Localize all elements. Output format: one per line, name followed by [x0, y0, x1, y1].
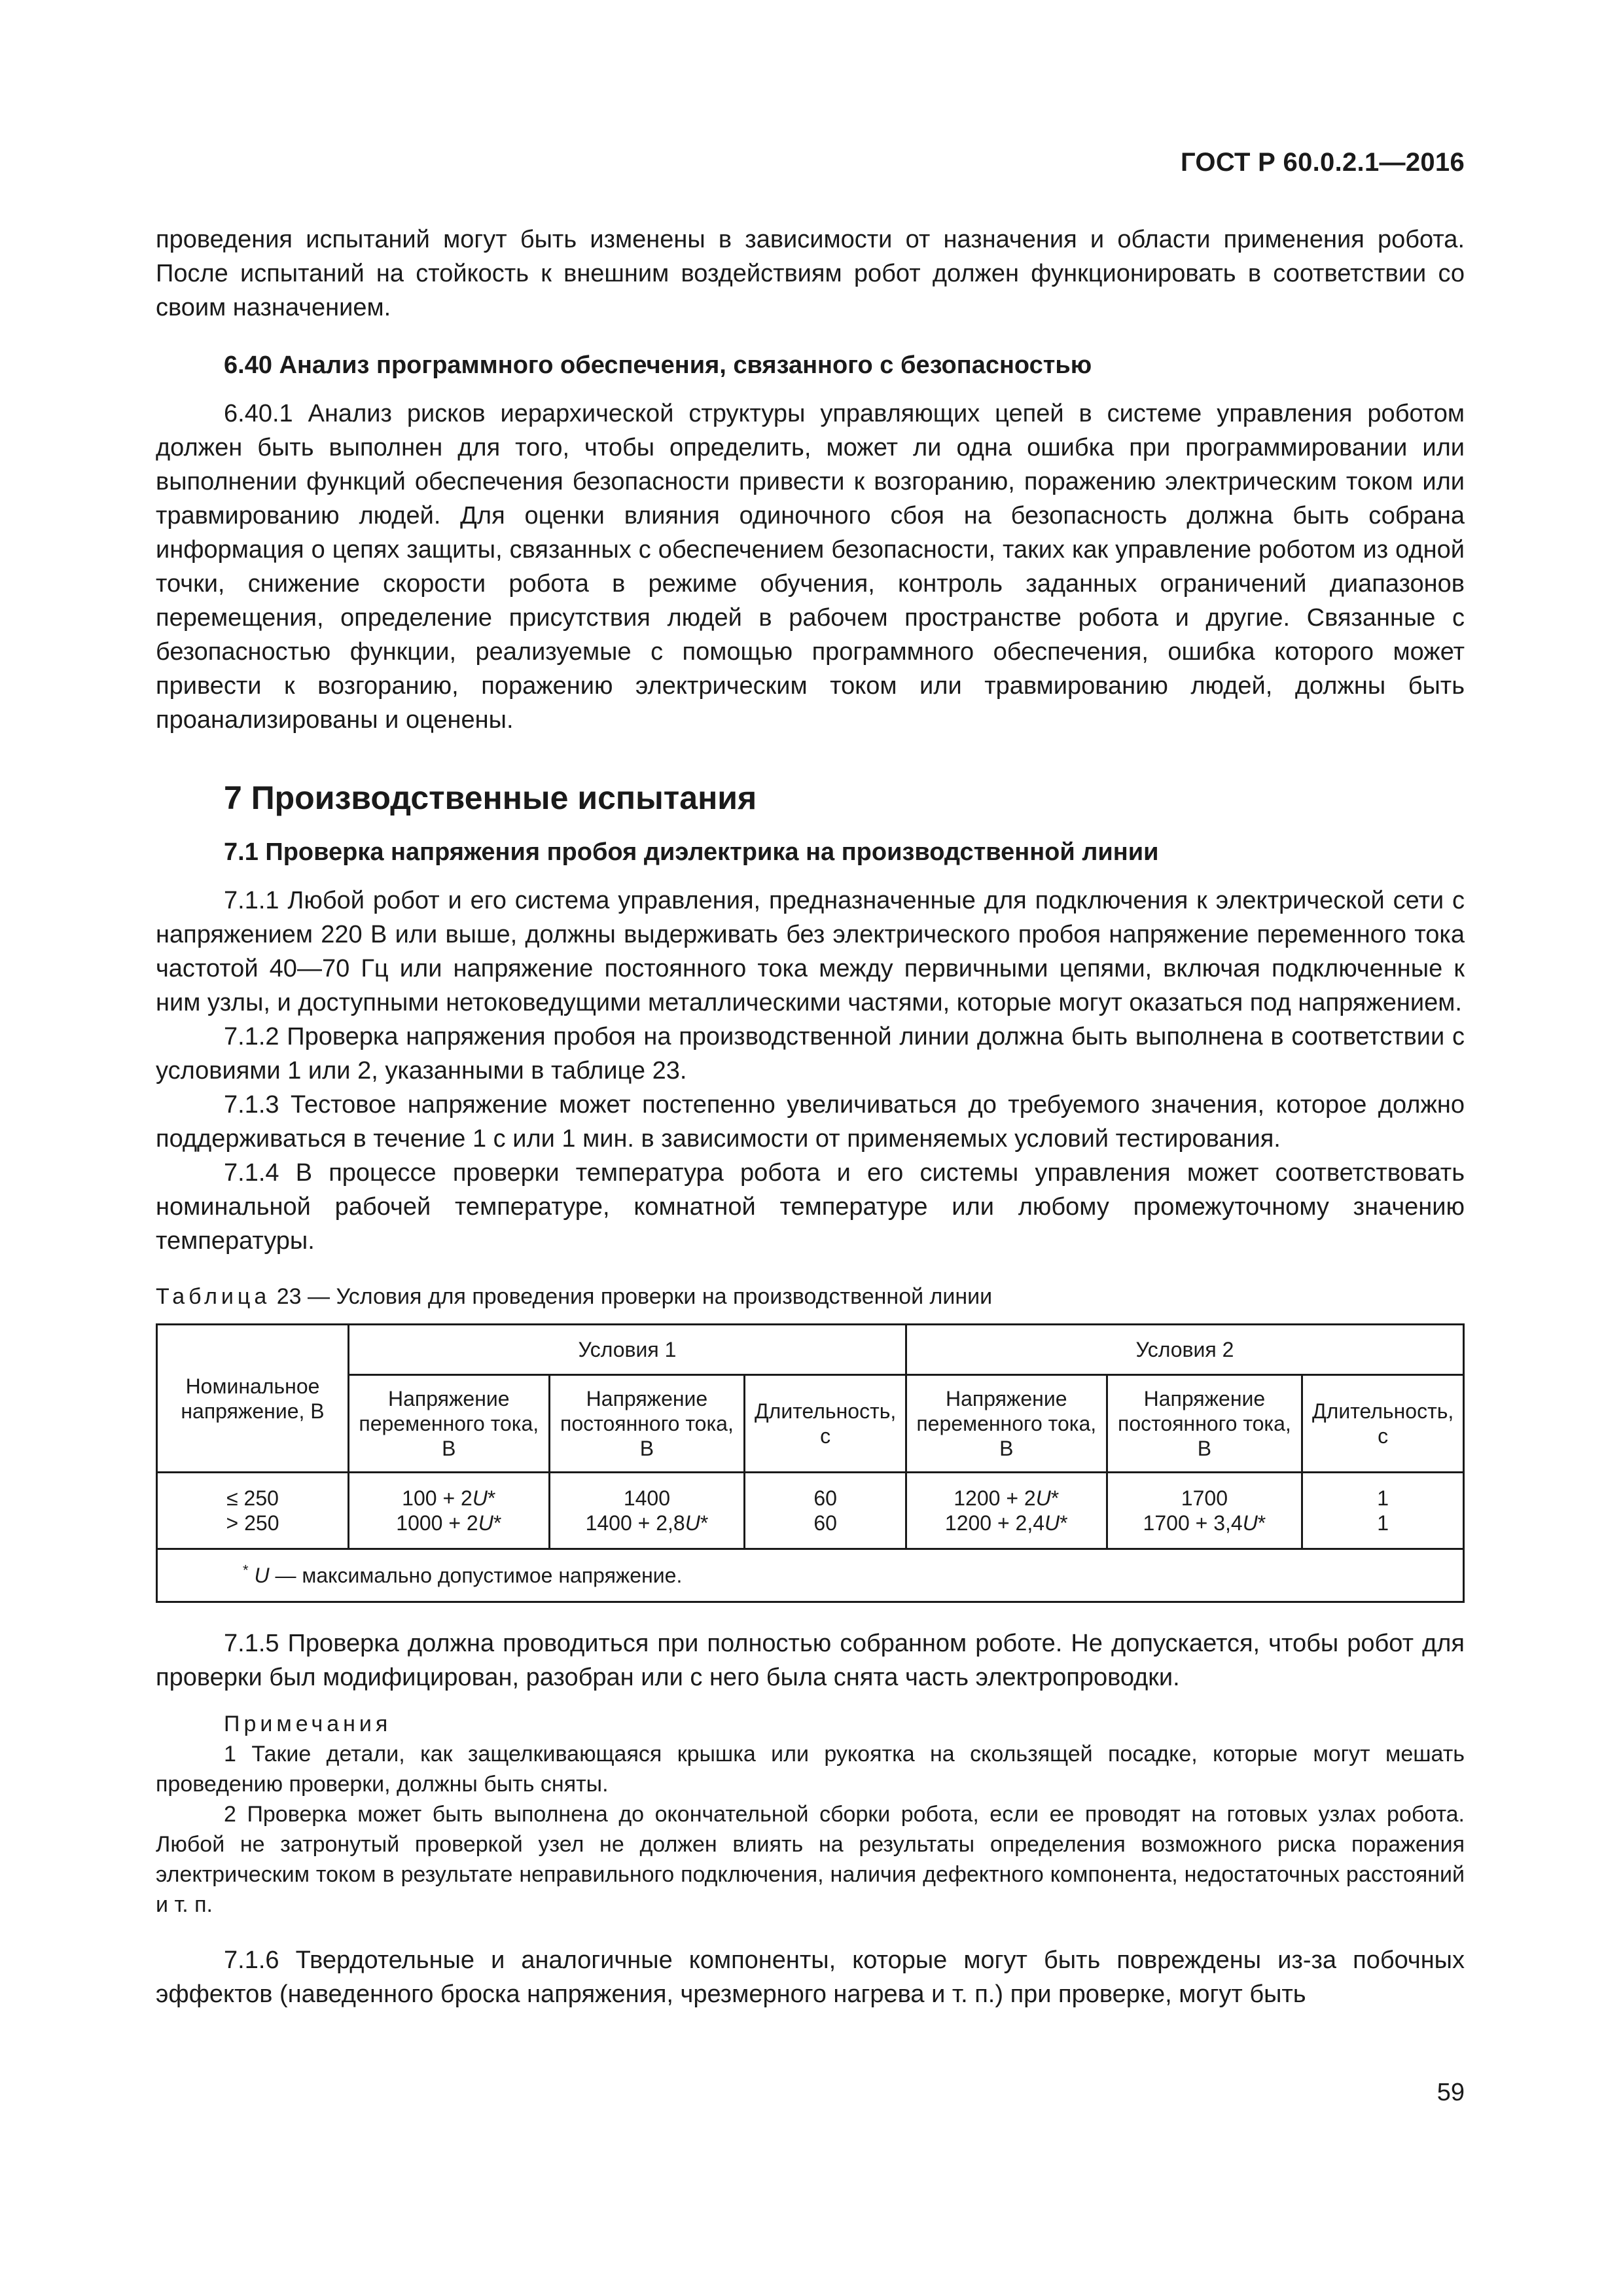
header-c2-dc: Напряжение постоянного тока, В — [1107, 1375, 1302, 1473]
cell-c1-duration: 60 60 — [745, 1473, 906, 1549]
paragraph-7-1-1: 7.1.1 Любой робот и его система управления, предназначенные для подключения к электрической сети с напряжением 220 В или выше, должны выдерживать без электрического пробоя напряжение переменного тока частотой 40—70 Гц или напряжение постоянного тока между первичными цепями, включая подключенные к ним узлы, и доступными нетоковедущими металлическими частями, которые могут оказаться под напряжением. — [156, 887, 1465, 1016]
cell-nominal: ≤ 250 > 250 — [157, 1473, 349, 1549]
cell-c1-dc: 1400 1400 + 2,8U* — [549, 1473, 745, 1549]
cell-c2-ac: 1200 + 2U* 1200 + 2,4U* — [906, 1473, 1107, 1549]
paragraph-6-40-1: 6.40.1 Анализ рисков иерархической структуры управляющих цепей в системе управления роботом должен быть выполнен для того, чтобы определить, может ли одна ошибка при программировании или выполнении функций обеспечения безопасности привести к возгоранию, поражению электрическим током или травмированию людей. Для оценки влияния одиночного сбоя на безопасность должна быть собрана информация о цепях защиты, связанных с обеспечением безопасности, таких как управление роботом из одной точки, снижение скорости робота в режиме обучения, контроль заданных ограничений диапазонов перемещения, определение присутствия людей в рабочем пространстве робота и другие. Связанные с безопасностью функции, реализуемые с помощью программного обеспечения, ошибка которого может привести к возгоранию, поражению электрическим током или травмированию людей, должны быть проанализированы и оценены. — [156, 400, 1465, 734]
paragraph-7-1-4: 7.1.4 В процессе проверки температура робота и его системы управления может соответствовать номинальной рабочей температуре, комнатной температуре или любому промежуточному значению температуры. — [156, 1159, 1465, 1255]
table-data-row — [157, 1473, 1464, 1549]
intro-paragraph: проведения испытаний могут быть изменены в зависимости от назначения и области применения робота. После испытаний на стойкость к внешним воздействиям робот должен функционировать в соответствии со своим назначением. — [156, 226, 1465, 321]
section-6-40-heading: 6.40 Анализ программного обеспечения, связанного с безопасностью — [224, 351, 1092, 379]
header-c2-duration: Длительность, с — [1302, 1375, 1464, 1473]
header-c1-dc: Напряжение постоянного тока, В — [549, 1375, 745, 1473]
document-page — [156, 0, 1465, 2296]
cell-c2-dc: 1700 1700 + 3,4U* — [1107, 1473, 1302, 1549]
header-conditions-2: Условия 2 — [906, 1325, 1463, 1375]
paragraph-7-1-5: 7.1.5 Проверка должна проводиться при полностью собранном роботе. Не допускается, чтобы робот для проверки был модифицирован, разобран или с него была снята часть электропроводки. — [156, 1630, 1465, 1691]
table-23-caption — [156, 1282, 1465, 1312]
table-header-row-groups — [157, 1325, 1464, 1375]
note-2: 2 Проверка может быть выполнена до окончательной сборки робота, если ее проводят на готовых узлах робота. Любой не затронутый проверкой узел не должен влиять на результаты определения возможного риска поражения электрическим током в результате неправильного подключения, наличия дефектного компонента, недостаточных расстояний и т. п. — [156, 1802, 1465, 1917]
note-1: 1 Такие детали, как защелкивающаяся крышка или рукоятка на скользящей посадке, которые могут мешать проведению проверки, должны быть сняты. — [156, 1742, 1465, 1797]
page-number: 59 — [1436, 2079, 1465, 2106]
paragraph-7-1-6: 7.1.6 Твердотельные и аналогичные компоненты, которые могут быть повреждены из-за побочных эффектов (наведенного броска напряжения, чрезмерного нагрева и т. п.) при проверке, могут быть — [156, 1946, 1465, 2008]
header-conditions-1: Условия 1 — [349, 1325, 906, 1375]
table-23 — [156, 1323, 1465, 1603]
document-code: ГОСТ Р 60.0.2.1—2016 — [1180, 148, 1465, 177]
section-7-1-heading: 7.1 Проверка напряжения пробоя диэлектрика на производственной линии — [224, 838, 1159, 866]
page-content — [156, 223, 1465, 2011]
table-caption-word: Таблица — [156, 1284, 271, 1309]
table-footnote: * U — максимально допустимое напряжение. — [157, 1549, 1464, 1602]
cell-c1-ac: 100 + 2U* 1000 + 2U* — [349, 1473, 550, 1549]
header-c1-ac: Напряжение переменного тока, В — [349, 1375, 550, 1473]
header-c2-ac: Напряжение переменного тока, В — [906, 1375, 1107, 1473]
cell-c2-duration: 1 1 — [1302, 1473, 1464, 1549]
paragraph-7-1-2: 7.1.2 Проверка напряжения пробоя на производственной линии должна быть выполнена в соответствии с условиями 1 или 2, указанными в таблице 23. — [156, 1023, 1465, 1085]
section-7-heading: 7 Производственные испытания — [224, 780, 757, 816]
header-c1-duration: Длительность, с — [745, 1375, 906, 1473]
table-header-row-columns — [157, 1375, 1464, 1473]
table-footnote-row — [157, 1549, 1464, 1602]
notes-title: Примечания — [224, 1712, 392, 1736]
paragraph-7-1-3: 7.1.3 Тестовое напряжение может постепенно увеличиваться до требуемого значения, которое должно поддерживаться в течение 1 с или 1 мин. в зависимости от применяемых условий тестирования. — [156, 1091, 1465, 1153]
table-caption-text: 23 — Условия для проведения проверки на производственной линии — [276, 1284, 993, 1309]
header-nominal-voltage: Номинальное напряжение, В — [157, 1325, 349, 1473]
